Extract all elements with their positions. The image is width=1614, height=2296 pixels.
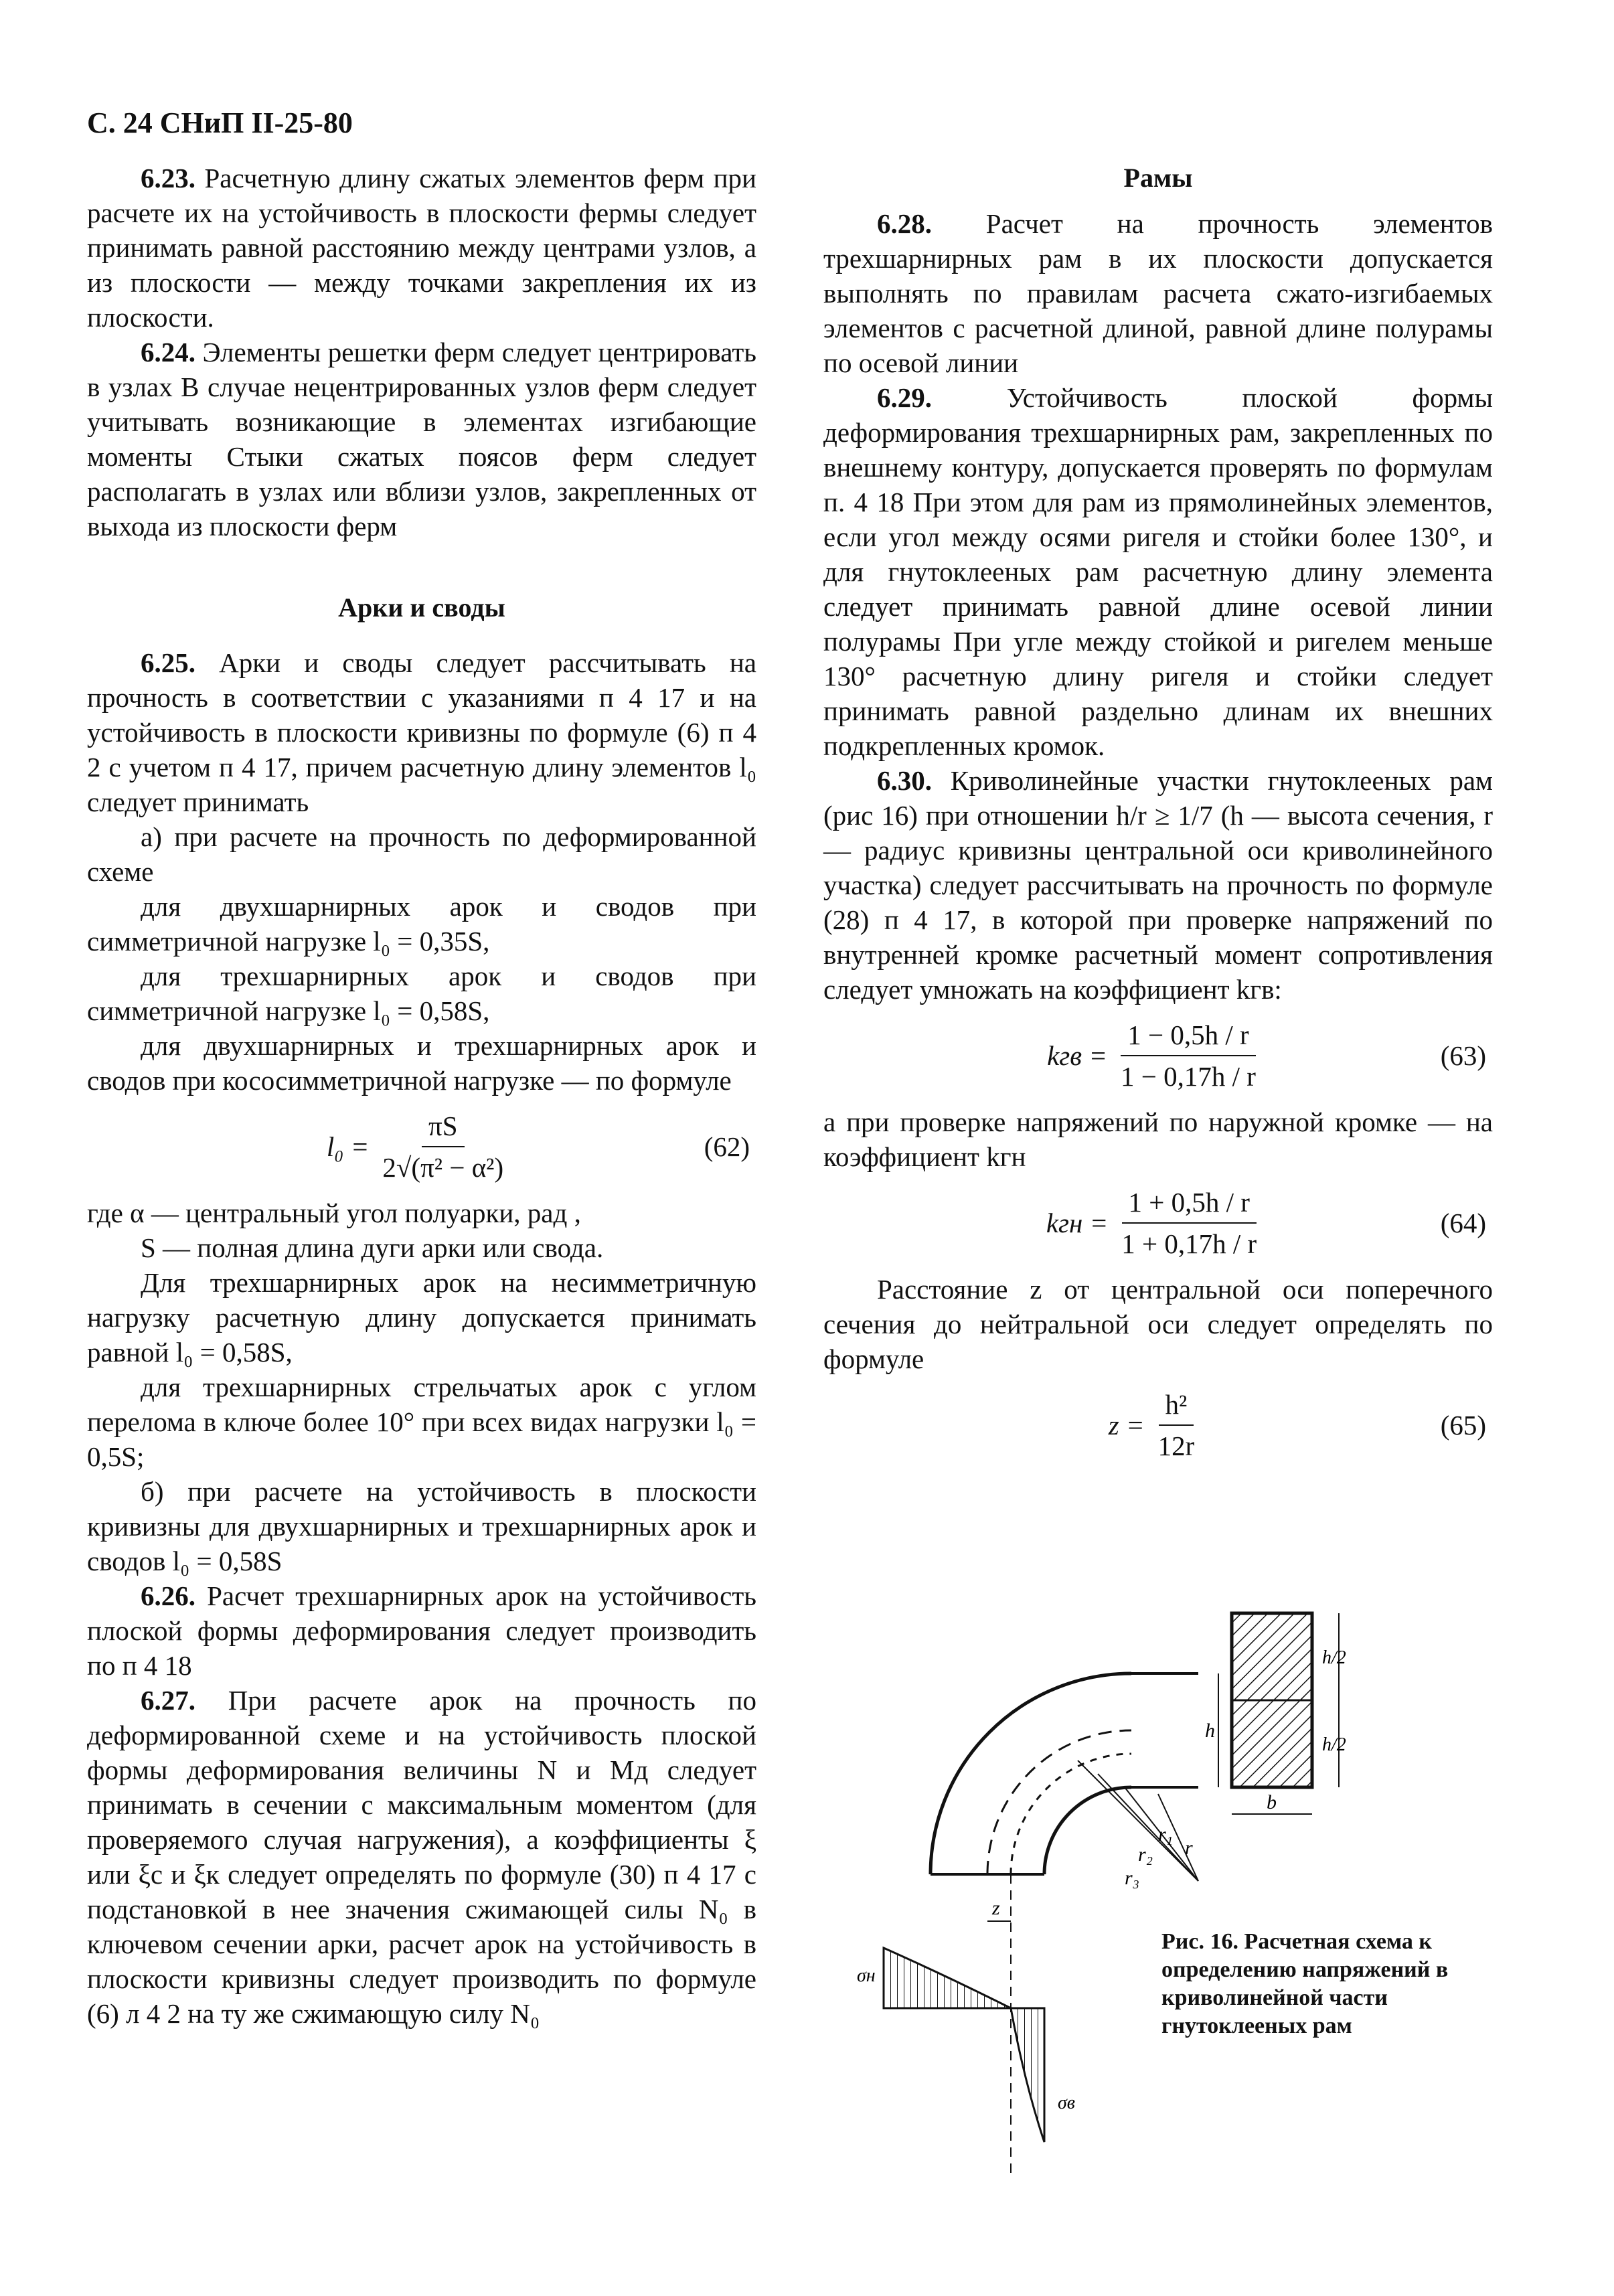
paragraph-6-25a: а) при расчете на прочность по деформированной схеме — [87, 821, 756, 887]
label-b: b — [1267, 1791, 1277, 1813]
stress-tension — [1011, 2008, 1044, 2142]
formula-65: z = $\frac{\text{h²}}{12r}$ (65) — [823, 1388, 1493, 1462]
paragraph-6-24: 6.24. Элементы решетки ферм следует центрировать в узлах В случае нецентрированных узлов ферм следует учитывать возникающие в элементах изгибающие моменты Стыки сжатых поясов ферм следует располагать в узлах или вблизи узлов, закрепленных от выхода из плоскости ферм — [87, 337, 756, 542]
paragraph-6-30c: Расстояние z от центральной оси поперечного сечения до нейтральной оси следует определять по формуле — [823, 1274, 1493, 1374]
label-sigma-v: σв — [1058, 2093, 1075, 2113]
right-column — [823, 161, 1493, 1474]
heading-arches: Арки и своды — [338, 592, 505, 623]
paragraph-6-25c: для трехшарнирных стрельчатых арок с углом перелома в ключе более 10° при всех видах нагрузки l₀ = 0,5S; — [87, 1372, 756, 1472]
label-z: z — [992, 1897, 1000, 1919]
paragraph-6-29: 6.29. Устойчивость плоской формы деформирования трехшарнирных рам, закрепленных по внешнему контуру, допускается проверять по формулам п. 4 18 При этом для рам из прямолинейных элементов, если угол между осями ригеля и стойки более 130°, и для гнутоклееных рам расчетную длину элемента следует принимать равной длине осевой линии полурамы При угле между стойкой и ригелем меньше 130° расчетную длину ригеля и стойки следует принимать равной раздельно длинам их внешних подкрепленных кромок. — [823, 382, 1493, 761]
page-header: С. 24 СНиП II-25-80 — [87, 106, 353, 139]
paragraph-6-25a3: для двухшарнирных и трехшарнирных арок и сводов при кососимметричной нагрузке — по формуле — [87, 1030, 756, 1096]
label-sigma-n: σн — [857, 1965, 876, 1986]
paragraph-6-23: 6.23. Расчетную длину сжатых элементов ферм при расчете их на устойчивость в плоскости фермы следует принимать равной расстоянию между центрами узлов, а из плоскости — между точками закрепления их из плоскости. — [87, 163, 756, 333]
left-column — [87, 161, 756, 2031]
where-s: S — полная длина дуги арки или свода. — [141, 1232, 604, 1263]
paragraph-6-25d: б) при расчете на устойчивость в плоскости кривизны для двухшарнирных и трехшарнирных арок и сводов l₀ = 0,58S — [87, 1476, 756, 1576]
figure-16-diagram — [843, 1573, 1379, 2176]
heading-frames: Рамы — [1123, 163, 1193, 193]
label-r1: r₁ — [1158, 1823, 1174, 1846]
label-h: h — [1205, 1720, 1215, 1742]
formula-63: kгв = $\frac{1 - 0,5h / r}{1 - 0,17h / r}$ (63) — [823, 1019, 1493, 1092]
mid-arc — [987, 1730, 1131, 1874]
label-r: r — [1185, 1837, 1193, 1859]
paragraph-6-25a2: для трехшарнирных арок и сводов при симметричной нагрузке l₀ = 0,58S, — [87, 961, 756, 1026]
label-r3: r₃ — [1125, 1867, 1140, 1889]
paragraph-6-28: 6.28. Расчет на прочность элементов трехшарнирных рам в их плоскости допускается выполнять по правилам расчета сжато-изгибаемых элементов с расчетной длиной, равной длине полурамы по осевой линии — [823, 208, 1493, 378]
stress-compression — [884, 1948, 1011, 2008]
formula-62: l₀ = $\frac{\pi S}{\text{2√(π² − α²)}}$ (62) — [87, 1110, 756, 1183]
figure-caption: Рис. 16. Расчетная схема к определению напряжений в криволинейной части гнутоклееных рам — [1161, 1929, 1449, 2038]
where-alpha: где α — центральный угол полуарки, рад , — [87, 1198, 581, 1228]
paragraph-6-30b: а при проверке напряжений по наружной кромке — на коэффициент kгн — [823, 1106, 1493, 1172]
paragraph-6-25a1: для двухшарнирных арок и сводов при симметричной нагрузке l₀ = 0,35S, — [87, 891, 756, 957]
label-r2: r₂ — [1138, 1843, 1153, 1866]
outer-arc — [931, 1673, 1131, 1874]
paragraph-6-30: 6.30. Криволинейные участки гнутоклееных рам (рис 16) при отношении h/r ≥ 1/7 (h — высота сечения, r — радиус кривизны центральной оси криволинейного участка) следует рассчитывать на прочность по формуле (28) п 4 17, в которой при проверке напряжений по внутренней кромке расчетный момент сопротивления следует умножать на коэффициент kгв: — [823, 765, 1493, 1005]
paragraph-6-27: 6.27. При расчете арок на прочность по деформированной схеме и на устойчивость плоской формы деформирования величины N и Mд следует принимать в сечении с максимальным моментом (для проверяемого случая нагружения), а коэффициенты ξ или ξc и ξк следует определять по формуле (30) п 4 17 с подстановкой в нее значения сжимающей силы N₀ в ключевом сечении арки, расчет арок на устойчивость в плоскости кривизны следует производить по формуле (6) л 4 2 на ту же сжимающую силу N₀ — [87, 1685, 756, 2029]
formula-64: kгн = $\frac{1 + 0,5h / r}{1 + 0,17h / r}$ (64) — [823, 1186, 1493, 1260]
paragraph-6-26: 6.26. Расчет трехшарнирных арок на устойчивость плоской формы деформирования следует производить по п 4 18 — [87, 1580, 756, 1681]
paragraph-6-25b: Для трехшарнирных арок на несимметричную нагрузку расчетную длину допускается принимать равной l₀ = 0,58S, — [87, 1267, 756, 1368]
label-h2-top: h/2 — [1322, 1647, 1346, 1668]
paragraph-6-25: 6.25. Арки и своды следует рассчитывать на прочность в соответствии с указаниями п 4 17 и на устойчивость в плоскости кривизны по формуле (6) п 4 2 с учетом п 4 17, причем расчетную длину элементов l₀ следует принимать — [87, 647, 756, 817]
label-h2-bottom: h/2 — [1322, 1734, 1346, 1755]
